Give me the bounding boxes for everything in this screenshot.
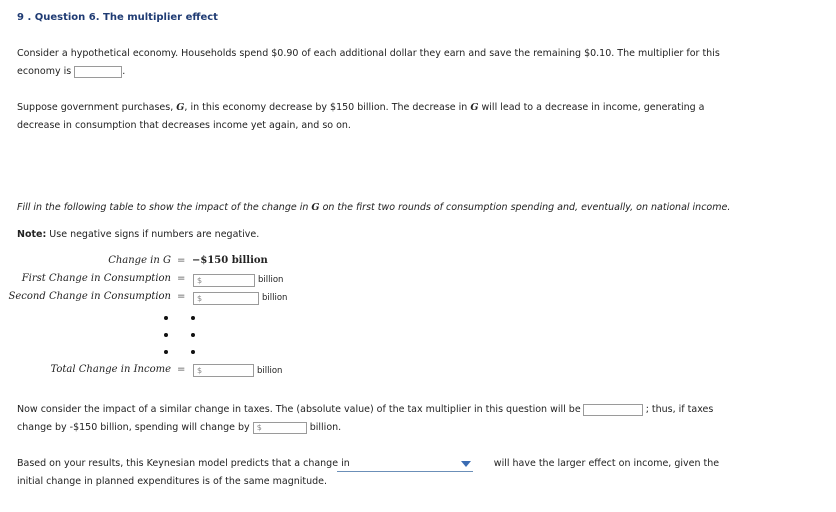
intro-line2-suffix: . bbox=[122, 66, 126, 77]
ellipsis-dot bbox=[191, 350, 195, 354]
table-instructions bbox=[17, 202, 730, 213]
conclusion-line1-b: will have the larger effect on income, given the bbox=[493, 458, 720, 469]
change-in-g-label: Change in G bbox=[108, 255, 171, 266]
tax-multiplier-input[interactable] bbox=[583, 404, 643, 416]
multiplier-input[interactable] bbox=[74, 66, 122, 78]
var-g: G bbox=[176, 102, 185, 113]
var-g: G bbox=[311, 202, 320, 213]
tax-line1 bbox=[17, 401, 713, 419]
scenario-line1 bbox=[17, 99, 705, 117]
note-label: Note: bbox=[17, 229, 47, 240]
second-change-label: Second Change in Consumption bbox=[8, 291, 171, 302]
tax-line2-b: billion. bbox=[309, 422, 342, 433]
spending-change-input[interactable]: $ bbox=[253, 422, 307, 434]
note bbox=[17, 229, 259, 240]
instructions-a: Fill in the following table to show the impact of the change in bbox=[17, 202, 309, 213]
conclusion-line2: initial change in planned expenditures is of the same magnitude. bbox=[17, 476, 328, 487]
second-change-input[interactable]: $ bbox=[193, 292, 259, 305]
intro-line1: Consider a hypothetical economy. Households spend $0.90 of each additional dollar they earn and save the remaining $0.10. The multiplier for this bbox=[17, 48, 720, 59]
scenario-line1-b: , in this economy decrease by $150 billion. The decrease in bbox=[184, 102, 468, 113]
first-change-input[interactable]: $ bbox=[193, 274, 255, 287]
total-change-label: Total Change in Income bbox=[50, 364, 171, 375]
question-number: 9 . bbox=[17, 12, 32, 23]
question-title-text: Question 6. The multiplier effect bbox=[34, 12, 218, 23]
equals-sign: = bbox=[177, 364, 186, 375]
scenario-line1-a: Suppose government purchases, bbox=[17, 102, 174, 113]
first-change-unit: billion bbox=[258, 275, 284, 285]
ellipsis-dot bbox=[164, 316, 168, 320]
scenario-paragraph bbox=[17, 99, 705, 135]
ellipsis-dot bbox=[164, 350, 168, 354]
intro-line2-prefix: economy is bbox=[17, 66, 72, 77]
tax-line1-a: Now consider the impact of a similar change in taxes. The (absolute value) of the tax multiplier in this question will be bbox=[17, 404, 581, 415]
policy-select[interactable] bbox=[337, 459, 473, 472]
instructions-b: on the first two rounds of consumption spending and, eventually, on national income. bbox=[322, 202, 731, 213]
equals-sign: = bbox=[177, 273, 186, 284]
tax-line2-a: change by -$150 billion, spending will change by bbox=[17, 422, 250, 433]
var-g: G bbox=[470, 102, 479, 113]
change-in-g-value: −$150 billion bbox=[192, 255, 268, 266]
scenario-line2: decrease in consumption that decreases income yet again, and so on. bbox=[17, 120, 351, 131]
first-change-label: First Change in Consumption bbox=[21, 273, 171, 284]
equals-sign: = bbox=[177, 291, 186, 302]
tax-line1-b: ; thus, if taxes bbox=[645, 404, 714, 415]
intro-line2 bbox=[17, 63, 720, 81]
total-change-input[interactable]: $ bbox=[193, 364, 254, 377]
ellipsis-dot bbox=[191, 333, 195, 337]
scenario-line1-c: will lead to a decrease in income, generating a bbox=[481, 102, 705, 113]
intro-paragraph bbox=[17, 45, 720, 81]
ellipsis-dot bbox=[191, 316, 195, 320]
note-text: Use negative signs if numbers are negative. bbox=[49, 229, 260, 240]
tax-line2 bbox=[17, 419, 713, 437]
ellipsis-dot bbox=[164, 333, 168, 337]
tax-paragraph bbox=[17, 401, 713, 437]
equals-sign: = bbox=[177, 255, 186, 266]
question-title bbox=[17, 12, 218, 23]
conclusion-line1-a: Based on your results, this Keynesian model predicts that a change in bbox=[17, 458, 350, 469]
total-change-unit: billion bbox=[257, 366, 283, 376]
chevron-down-icon[interactable] bbox=[461, 461, 471, 467]
second-change-unit: billion bbox=[262, 293, 288, 303]
